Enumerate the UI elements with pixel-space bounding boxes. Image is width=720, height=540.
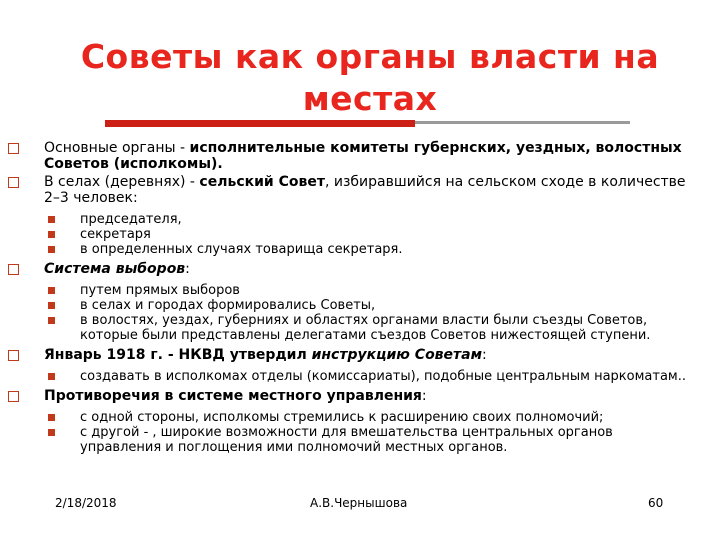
sub-bullet-text: в селах и городах формировались Советы, xyxy=(80,298,376,313)
sub-bullet-text: с другой - , широкие возможности для вмешательства центральных органов управления и поглощения ими полномочий местных органов. xyxy=(80,425,613,455)
filled-square-bullet-icon xyxy=(48,216,55,223)
sub-bullet xyxy=(8,242,698,257)
sub-bullet xyxy=(8,227,698,242)
bullet-text-bold: Противоречия в системе местного управления xyxy=(44,388,422,404)
filled-square-bullet-icon xyxy=(48,414,55,421)
title-underline-red xyxy=(105,120,415,127)
filled-square-bullet-icon xyxy=(48,231,55,238)
sub-bullet xyxy=(8,298,698,313)
hollow-square-bullet-icon xyxy=(8,143,19,154)
sub-bullet-text: председателя, xyxy=(80,212,182,227)
bullet-text-bold-italic: инструкцию Советам xyxy=(311,347,483,363)
sub-bullet-text: с одной стороны, исполкомы стремились к расширению своих полномочий; xyxy=(80,410,604,425)
hollow-square-bullet-icon xyxy=(8,177,19,188)
bullet-text: Основные органы - xyxy=(44,140,190,156)
bullet-text-bold: Январь 1918 г. xyxy=(44,347,168,363)
sub-bullet xyxy=(8,212,698,227)
bullet-text-bold-italic: Система выборов xyxy=(44,261,186,277)
filled-square-bullet-icon xyxy=(48,287,55,294)
footer-page-number: 60 xyxy=(648,496,664,510)
hollow-square-bullet-icon xyxy=(8,391,19,402)
hollow-square-bullet-icon xyxy=(8,264,19,275)
footer-author: А.В.Чернышова xyxy=(310,496,408,510)
sub-bullet xyxy=(8,283,698,298)
bullet-text-bold: сельский Совет xyxy=(199,174,325,190)
filled-square-bullet-icon xyxy=(48,302,55,309)
sub-bullet xyxy=(8,425,698,455)
bullet-election-system xyxy=(8,261,698,277)
filled-square-bullet-icon xyxy=(48,317,55,324)
bullet-text: В селах (деревнях) - xyxy=(44,174,200,190)
bullet-contradictions xyxy=(8,388,698,404)
filled-square-bullet-icon xyxy=(48,429,55,436)
slide-title: Советы как органы власти на местах xyxy=(80,37,660,118)
sub-bullet xyxy=(8,410,698,425)
bullet-text: , избиравшийся на сельском сходе в количестве 2–3 человек: xyxy=(44,174,686,206)
sub-bullet-text: секретаря xyxy=(80,227,151,242)
slide-body xyxy=(8,140,698,455)
sub-bullet xyxy=(8,313,698,343)
bullet-text: : xyxy=(421,388,427,404)
hollow-square-bullet-icon xyxy=(8,350,19,361)
footer-date: 2/18/2018 xyxy=(55,496,117,510)
filled-square-bullet-icon xyxy=(48,373,55,380)
bullet-villages xyxy=(8,174,698,206)
bullet-text-bold: исполнительные комитеты губернских, уездных, волостных Советов (исполкомы). xyxy=(44,140,682,172)
sub-bullet-text: путем прямых выборов xyxy=(80,283,240,298)
bullet-text: : xyxy=(185,261,190,277)
bullet-text: : xyxy=(482,347,487,363)
sub-bullet-text: в волостях, уездах, губерниях и областях органами власти были съезды Советов, которые были представлены делегатами съездов Советов нижестоящей ступени. xyxy=(80,313,651,343)
filled-square-bullet-icon xyxy=(48,246,55,253)
bullet-text-bold: - НКВД утвердил xyxy=(167,347,312,363)
sub-bullet-text: создавать в исполкомах отделы (комиссариаты), подобные центральным наркоматам.. xyxy=(80,369,686,384)
bullet-main-organs xyxy=(8,140,698,172)
bullet-january-1918 xyxy=(8,347,698,363)
sub-bullet xyxy=(8,369,698,384)
sub-bullet-text: в определенных случаях товарища секретаря. xyxy=(80,242,403,257)
